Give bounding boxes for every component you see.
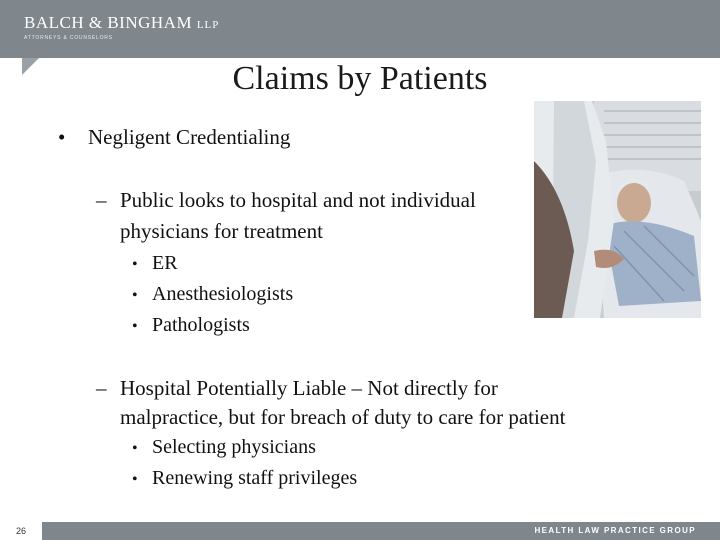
list-item	[132, 252, 178, 275]
subpoint-line: malpractice, but for breach of duty to care for patient	[120, 405, 566, 429]
slide-footer	[0, 522, 720, 540]
subpoint-line: physicians for treatment	[120, 219, 323, 243]
main-bullet-text: Negligent Credentialing	[88, 125, 291, 149]
list-item-text: Anesthesiologists	[152, 283, 294, 305]
list-item	[132, 314, 250, 337]
patient-photo	[534, 101, 701, 318]
page-number: 26	[0, 522, 42, 540]
practice-group-name: HEALTH LAW PRACTICE GROUP	[534, 526, 696, 535]
slide-title: Claims by Patients	[232, 60, 488, 97]
bullet-marker: •	[58, 125, 66, 149]
dash-marker: –	[96, 188, 107, 212]
slide-header	[0, 0, 720, 58]
subpoint-public	[96, 185, 476, 247]
list-item-text: Pathologists	[152, 314, 250, 336]
firm-tagline: ATTORNEYS & COUNSELORS	[24, 35, 113, 41]
subpoint-hospital	[96, 374, 566, 432]
list-item	[132, 283, 294, 306]
list-item-text: ER	[152, 252, 178, 274]
list-item	[132, 467, 358, 490]
bullet-marker: •	[132, 287, 138, 304]
bullet-marker: •	[132, 318, 138, 335]
dash-marker: –	[96, 376, 107, 400]
subpoint-line: Public looks to hospital and not individual	[120, 188, 476, 212]
subpoint-line: Hospital Potentially Liable – Not directly for	[120, 376, 498, 400]
bullet-marker: •	[132, 471, 138, 488]
list-item-text: Renewing staff privileges	[152, 467, 358, 489]
firm-name: BALCH & BINGHAM	[24, 13, 193, 32]
firm-logo	[24, 13, 219, 33]
bullet-marker: •	[132, 256, 138, 273]
bullet-marker: •	[132, 440, 138, 457]
list-item	[132, 436, 316, 459]
list-item-text: Selecting physicians	[152, 436, 316, 458]
main-bullet	[58, 125, 290, 150]
firm-suffix: LLP	[196, 19, 220, 31]
